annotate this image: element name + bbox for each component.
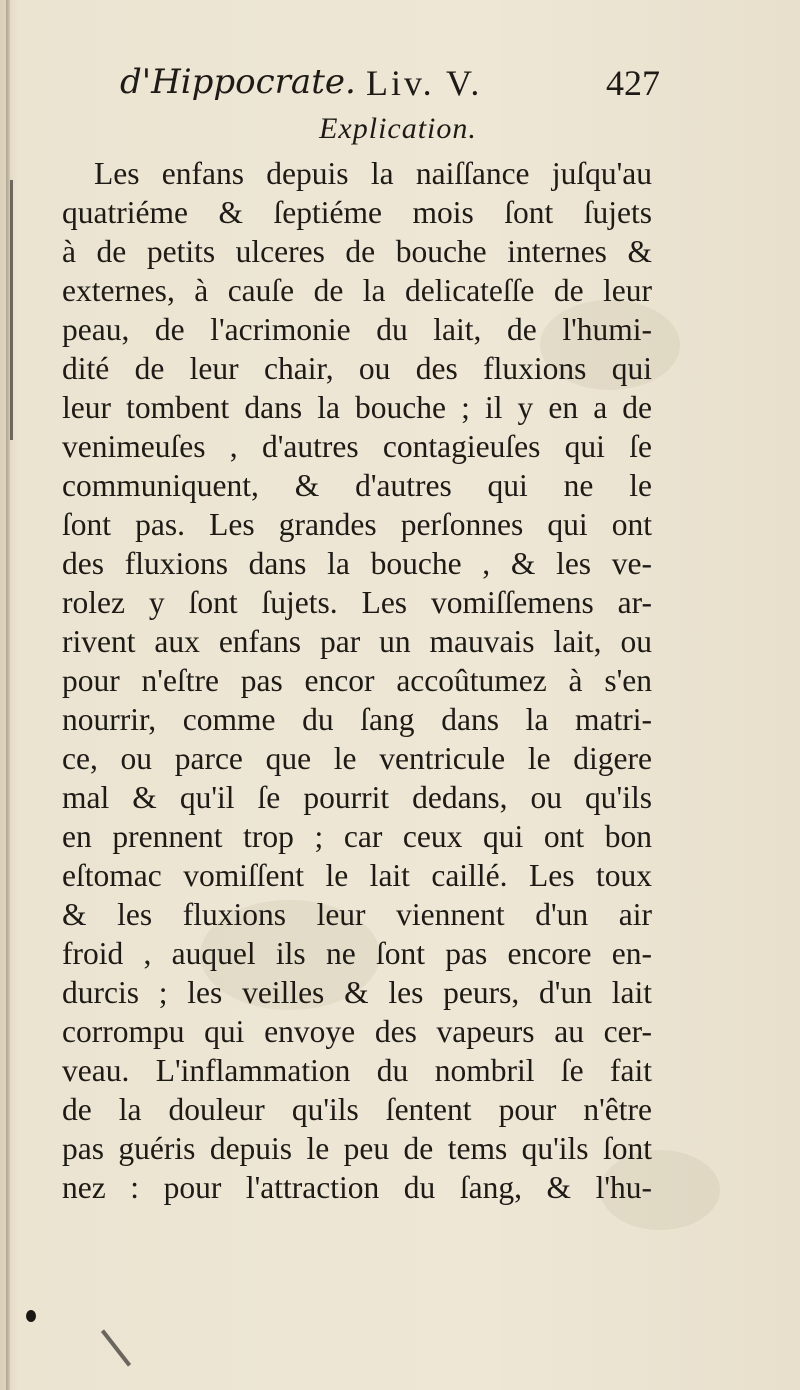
text-line: à de petits ulceres de bouche internes &: [62, 234, 652, 269]
text-line: pour n'eſtre pas encor accoûtumez à s'en: [62, 663, 652, 698]
text-line: venimeuſes , d'autres contagieuſes qui ſe: [62, 429, 652, 464]
ink-scratch: [101, 1329, 131, 1366]
text-line: ce, ou parce que le ventricule le digere: [62, 741, 652, 776]
ink-dot: [26, 1310, 36, 1322]
text-line: corrompu qui envoye des vapeurs au cer-: [62, 1014, 652, 1049]
text-line: mal & qu'il ſe pourrit dedans, ou qu'ils: [62, 780, 652, 815]
text-line: eſtomac vomiſſent le lait caillé. Les toux: [62, 858, 652, 893]
text-line: nourrir, comme du ſang dans la matri-: [62, 702, 652, 737]
text-line: externes, à cauſe de la delicateſſe de leur: [62, 273, 652, 308]
text-line: ſont pas. Les grandes perſonnes qui ont: [62, 507, 652, 542]
text-line: communiquent, & d'autres qui ne le: [62, 468, 652, 503]
text-line: & les fluxions leur viennent d'un air: [62, 897, 652, 932]
text-line: dité de leur chair, ou des fluxions qui: [62, 351, 652, 386]
text-line: leur tombent dans la bouche ; il y en a de: [62, 390, 652, 425]
page-number: 427: [606, 63, 660, 103]
running-title: d'Hippocrate.: [120, 62, 356, 102]
text-line: rolez y ſont ſujets. Les vomiſſemens ar-: [62, 585, 652, 620]
text-line: durcis ; les veilles & les peurs, d'un lait: [62, 975, 652, 1010]
text-line: nez : pour l'attraction du ſang, & l'hu-: [62, 1170, 652, 1205]
text-line: des fluxions dans la bouche , & les ve-: [62, 546, 652, 581]
book-number: Liv. V.: [366, 63, 483, 103]
text-line: rivent aux enfans par un mauvais lait, ou: [62, 624, 652, 659]
text-line: de la douleur qu'ils ſentent pour n'être: [62, 1092, 652, 1127]
text-line: peau, de l'acrimonie du lait, de l'humi-: [62, 312, 652, 347]
text-line: froid , auquel ils ne ſont pas encore en-: [62, 936, 652, 971]
text-line: Les enfans depuis la naiſſance juſqu'au: [94, 156, 652, 191]
body-paragraph: [62, 154, 652, 1207]
text-line: pas guéris depuis le peu de tems qu'ils ſont: [62, 1131, 652, 1166]
section-title: Explication.: [319, 112, 477, 145]
text-line: veau. L'inflammation du nombril ſe fait: [62, 1053, 652, 1088]
text-line: en prennent trop ; car ceux qui ont bon: [62, 819, 652, 854]
binding-shadow: [10, 180, 13, 440]
text-line: quatriéme & ſeptiéme mois ſont ſujets: [62, 195, 652, 230]
